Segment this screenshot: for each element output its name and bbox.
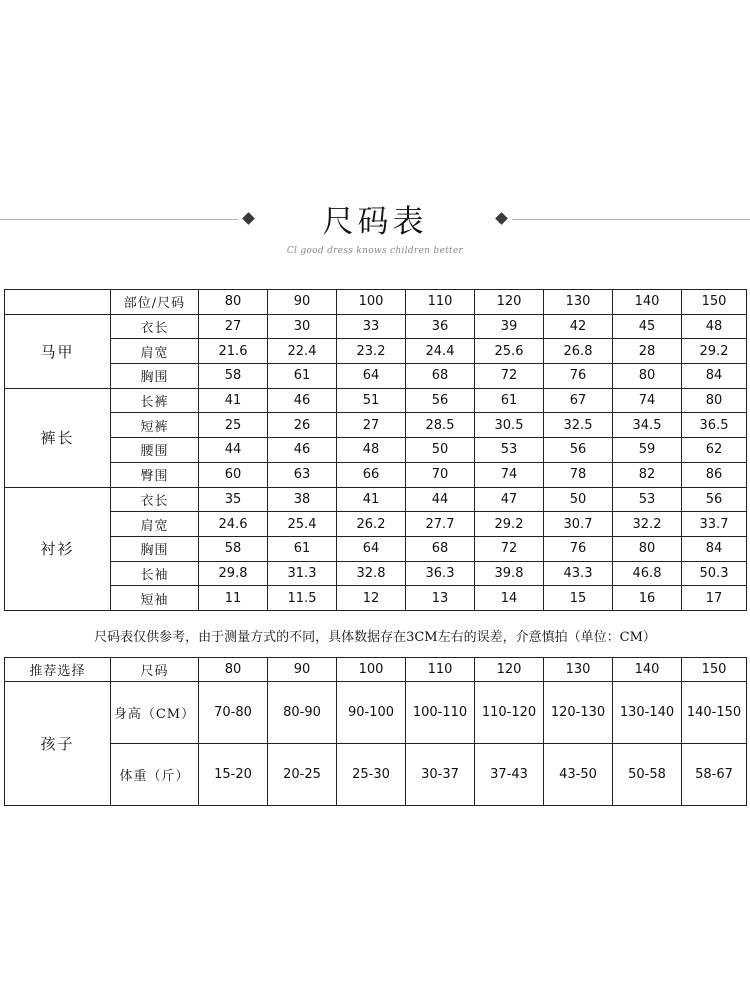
size-header-cell: 130 bbox=[544, 658, 613, 682]
size-header-cell: 100 bbox=[337, 658, 406, 682]
value-cell: 11.5 bbox=[268, 586, 337, 611]
size-chart-table bbox=[4, 289, 747, 611]
page-subtitle: Cl good dress knows children better bbox=[286, 246, 464, 256]
value-cell: 58 bbox=[199, 364, 268, 389]
group-name: 马甲 bbox=[5, 314, 111, 388]
value-cell: 62 bbox=[682, 438, 747, 463]
group-name: 衬衫 bbox=[5, 487, 111, 610]
measure-label: 胸围 bbox=[111, 364, 199, 389]
value-cell: 33.7 bbox=[682, 512, 747, 537]
measure-label: 肩宽 bbox=[111, 339, 199, 364]
table-row bbox=[5, 314, 747, 339]
value-cell: 16 bbox=[613, 586, 682, 611]
value-cell: 37-43 bbox=[475, 744, 544, 806]
value-cell: 53 bbox=[475, 438, 544, 463]
table-row bbox=[5, 462, 747, 487]
value-cell: 80 bbox=[613, 536, 682, 561]
value-cell: 39.8 bbox=[475, 561, 544, 586]
measure-label: 长裤 bbox=[111, 388, 199, 413]
value-cell: 24.4 bbox=[406, 339, 475, 364]
size-header-cell: 150 bbox=[682, 658, 747, 682]
value-cell: 27 bbox=[199, 314, 268, 339]
value-cell: 25.4 bbox=[268, 512, 337, 537]
table-row bbox=[5, 536, 747, 561]
size-header-cell: 110 bbox=[406, 658, 475, 682]
value-cell: 56 bbox=[682, 487, 747, 512]
table-row bbox=[5, 413, 747, 438]
size-header-cell: 150 bbox=[682, 290, 747, 315]
size-header-cell: 110 bbox=[406, 290, 475, 315]
value-cell: 30.5 bbox=[475, 413, 544, 438]
value-cell: 43-50 bbox=[544, 744, 613, 806]
value-cell: 80 bbox=[613, 364, 682, 389]
value-cell: 17 bbox=[682, 586, 747, 611]
value-cell: 22.4 bbox=[268, 339, 337, 364]
value-cell: 72 bbox=[475, 536, 544, 561]
value-cell: 23.2 bbox=[337, 339, 406, 364]
value-cell: 72 bbox=[475, 364, 544, 389]
value-cell: 74 bbox=[475, 462, 544, 487]
value-cell: 25.6 bbox=[475, 339, 544, 364]
measure-label: 肩宽 bbox=[111, 512, 199, 537]
value-cell: 31.3 bbox=[268, 561, 337, 586]
value-cell: 36 bbox=[406, 314, 475, 339]
size-header-cell: 90 bbox=[268, 290, 337, 315]
value-cell: 39 bbox=[475, 314, 544, 339]
value-cell: 76 bbox=[544, 364, 613, 389]
value-cell: 56 bbox=[406, 388, 475, 413]
value-cell: 34.5 bbox=[613, 413, 682, 438]
value-cell: 38 bbox=[268, 487, 337, 512]
value-cell: 50.3 bbox=[682, 561, 747, 586]
value-cell: 84 bbox=[682, 536, 747, 561]
value-cell: 11 bbox=[199, 586, 268, 611]
value-cell: 63 bbox=[268, 462, 337, 487]
measure-label: 身高（CM） bbox=[111, 682, 199, 744]
value-cell: 51 bbox=[337, 388, 406, 413]
value-cell: 30.7 bbox=[544, 512, 613, 537]
value-cell: 27 bbox=[337, 413, 406, 438]
value-cell: 56 bbox=[544, 438, 613, 463]
value-cell: 61 bbox=[475, 388, 544, 413]
value-cell: 58 bbox=[199, 536, 268, 561]
value-cell: 68 bbox=[406, 364, 475, 389]
value-cell: 60 bbox=[199, 462, 268, 487]
value-cell: 100-110 bbox=[406, 682, 475, 744]
value-cell: 64 bbox=[337, 364, 406, 389]
value-cell: 80-90 bbox=[268, 682, 337, 744]
table-row bbox=[5, 339, 747, 364]
value-cell: 33 bbox=[337, 314, 406, 339]
measure-label: 胸围 bbox=[111, 536, 199, 561]
size-chart-body bbox=[5, 290, 747, 611]
header-divider-right bbox=[512, 219, 750, 220]
value-cell: 26 bbox=[268, 413, 337, 438]
size-header-cell: 140 bbox=[613, 290, 682, 315]
value-cell: 67 bbox=[544, 388, 613, 413]
size-header-row bbox=[5, 290, 747, 315]
value-cell: 14 bbox=[475, 586, 544, 611]
table-row bbox=[5, 487, 747, 512]
value-cell: 140-150 bbox=[682, 682, 747, 744]
value-cell: 26.2 bbox=[337, 512, 406, 537]
table-row bbox=[5, 586, 747, 611]
value-cell: 78 bbox=[544, 462, 613, 487]
value-cell: 42 bbox=[544, 314, 613, 339]
group-name: 裤长 bbox=[5, 388, 111, 487]
page-title: 尺码表 bbox=[322, 204, 428, 240]
value-cell: 41 bbox=[337, 487, 406, 512]
value-cell: 46 bbox=[268, 438, 337, 463]
size-header-cell: 140 bbox=[613, 658, 682, 682]
value-cell: 50 bbox=[406, 438, 475, 463]
value-cell: 68 bbox=[406, 536, 475, 561]
value-cell: 58-67 bbox=[682, 744, 747, 806]
value-cell: 90-100 bbox=[337, 682, 406, 744]
value-cell: 130-140 bbox=[613, 682, 682, 744]
value-cell: 70-80 bbox=[199, 682, 268, 744]
value-cell: 25 bbox=[199, 413, 268, 438]
value-cell: 25-30 bbox=[337, 744, 406, 806]
value-cell: 27.7 bbox=[406, 512, 475, 537]
measure-label: 衣长 bbox=[111, 314, 199, 339]
value-cell: 32.8 bbox=[337, 561, 406, 586]
measure-label: 衣长 bbox=[111, 487, 199, 512]
recommend-group-name: 孩子 bbox=[5, 682, 111, 806]
value-cell: 28 bbox=[613, 339, 682, 364]
value-cell: 76 bbox=[544, 536, 613, 561]
value-cell: 44 bbox=[406, 487, 475, 512]
value-cell: 36.3 bbox=[406, 561, 475, 586]
recommend-size-label: 尺码 bbox=[111, 658, 199, 682]
table-row bbox=[5, 388, 747, 413]
value-cell: 30-37 bbox=[406, 744, 475, 806]
value-cell: 46 bbox=[268, 388, 337, 413]
value-cell: 28.5 bbox=[406, 413, 475, 438]
value-cell: 66 bbox=[337, 462, 406, 487]
value-cell: 15 bbox=[544, 586, 613, 611]
value-cell: 47 bbox=[475, 487, 544, 512]
recommend-header-row bbox=[5, 658, 747, 682]
value-cell: 12 bbox=[337, 586, 406, 611]
value-cell: 61 bbox=[268, 364, 337, 389]
value-cell: 13 bbox=[406, 586, 475, 611]
table-row bbox=[5, 438, 747, 463]
value-cell: 110-120 bbox=[475, 682, 544, 744]
measure-label: 短裤 bbox=[111, 413, 199, 438]
value-cell: 46.8 bbox=[613, 561, 682, 586]
value-cell: 29.2 bbox=[682, 339, 747, 364]
value-cell: 29.8 bbox=[199, 561, 268, 586]
value-cell: 84 bbox=[682, 364, 747, 389]
value-cell: 64 bbox=[337, 536, 406, 561]
value-cell: 48 bbox=[682, 314, 747, 339]
value-cell: 36.5 bbox=[682, 413, 747, 438]
measure-label: 腰围 bbox=[111, 438, 199, 463]
size-header-cell: 80 bbox=[199, 290, 268, 315]
value-cell: 82 bbox=[613, 462, 682, 487]
value-cell: 24.6 bbox=[199, 512, 268, 537]
value-cell: 61 bbox=[268, 536, 337, 561]
measure-label: 体重（斤） bbox=[111, 744, 199, 806]
header-label: 部位/尺码 bbox=[111, 290, 199, 315]
corner-cell bbox=[5, 290, 111, 315]
value-cell: 32.5 bbox=[544, 413, 613, 438]
size-header-cell: 120 bbox=[475, 658, 544, 682]
value-cell: 26.8 bbox=[544, 339, 613, 364]
measure-label: 臀围 bbox=[111, 462, 199, 487]
value-cell: 30 bbox=[268, 314, 337, 339]
table-row bbox=[5, 682, 747, 744]
measure-label: 短袖 bbox=[111, 586, 199, 611]
size-header-cell: 130 bbox=[544, 290, 613, 315]
value-cell: 80 bbox=[682, 388, 747, 413]
measure-label: 长袖 bbox=[111, 561, 199, 586]
value-cell: 43.3 bbox=[544, 561, 613, 586]
value-cell: 120-130 bbox=[544, 682, 613, 744]
value-cell: 21.6 bbox=[199, 339, 268, 364]
value-cell: 45 bbox=[613, 314, 682, 339]
value-cell: 29.2 bbox=[475, 512, 544, 537]
size-note: 尺码表仅供参考，由于测量方式的不同，具体数据存在3CM左右的误差，介意慎拍（单位：CM） bbox=[94, 630, 656, 645]
value-cell: 70 bbox=[406, 462, 475, 487]
value-cell: 20-25 bbox=[268, 744, 337, 806]
size-header-cell: 100 bbox=[337, 290, 406, 315]
value-cell: 15-20 bbox=[199, 744, 268, 806]
value-cell: 86 bbox=[682, 462, 747, 487]
table-row bbox=[5, 512, 747, 537]
value-cell: 53 bbox=[613, 487, 682, 512]
value-cell: 74 bbox=[613, 388, 682, 413]
size-header-cell: 80 bbox=[199, 658, 268, 682]
table-row bbox=[5, 561, 747, 586]
value-cell: 32.2 bbox=[613, 512, 682, 537]
value-cell: 44 bbox=[199, 438, 268, 463]
recommend-table-body bbox=[5, 658, 747, 806]
size-header-cell: 90 bbox=[268, 658, 337, 682]
table-row bbox=[5, 364, 747, 389]
value-cell: 50-58 bbox=[613, 744, 682, 806]
size-header-cell: 120 bbox=[475, 290, 544, 315]
value-cell: 35 bbox=[199, 487, 268, 512]
value-cell: 50 bbox=[544, 487, 613, 512]
value-cell: 41 bbox=[199, 388, 268, 413]
table-row bbox=[5, 744, 747, 806]
recommend-table bbox=[4, 657, 747, 806]
value-cell: 48 bbox=[337, 438, 406, 463]
value-cell: 59 bbox=[613, 438, 682, 463]
recommend-corner-label: 推荐选择 bbox=[5, 658, 111, 682]
